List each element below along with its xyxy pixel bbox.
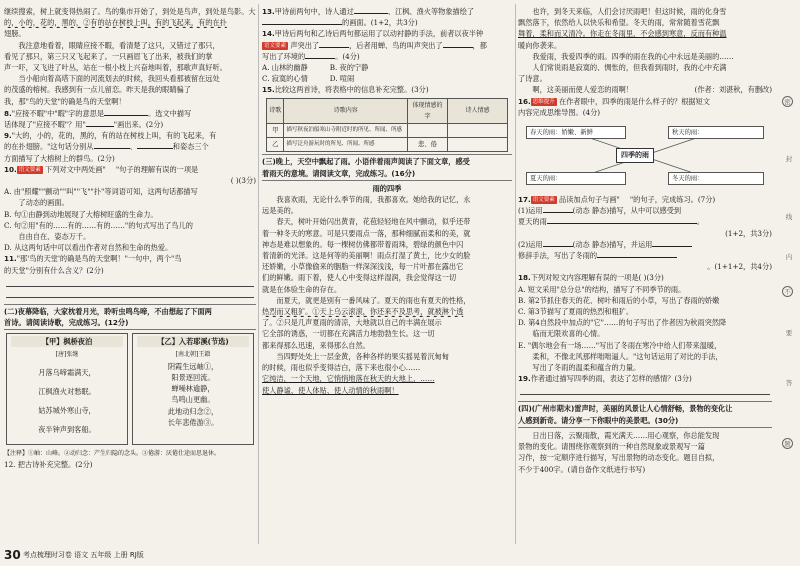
question-text: "画出来。(2分) xyxy=(113,120,164,130)
article-line: 们的鲜嫩。雨下着，使人心中变得这样湿润，我会觉得这一切 xyxy=(262,273,457,283)
question-text: 方面描写了大榕树上的群鸟。(2分) xyxy=(4,153,115,163)
table-row xyxy=(267,124,508,138)
option-b[interactable]: B. 第2节抓住春天的花、树叶和雨后的小草，写出了春雨的娇嫩 xyxy=(518,295,720,305)
answer-blank[interactable] xyxy=(443,40,473,48)
article-line: 舞着，柔和而又清冷。你走在冬雨里，不会感到寒意，反而有种温 xyxy=(518,29,727,39)
answer-blank[interactable] xyxy=(104,108,148,116)
mind-map-spring: 春天的雨：娇嫩、新鲜 xyxy=(526,126,626,139)
prompt-line: 不少于400字。(请自备作文纸进行书写) xyxy=(518,464,646,474)
passage-line: 翅膀。 xyxy=(4,29,26,39)
section-heading: (三)晚上，天空中飘起了雨。小语伴着雨声阅读了下面文章，感受 xyxy=(262,157,470,167)
question-16 xyxy=(518,96,772,192)
answer-blank[interactable] xyxy=(354,6,388,14)
question-text: 声突出了 xyxy=(290,40,320,50)
question-18 xyxy=(518,272,772,373)
option-e-cont: 写出了冬雨的温柔和蕴含的力量。 xyxy=(532,363,641,373)
answer-blank[interactable] xyxy=(652,239,692,247)
poem-line: 江枫渔火对愁眠。 xyxy=(38,386,96,396)
poem-author: [南北朝]王籍 xyxy=(175,351,211,359)
question-score[interactable]: ( )(3分) xyxy=(230,176,256,186)
poem-title: 【甲】枫桥夜泊 xyxy=(11,336,123,347)
table-cell-answer[interactable] xyxy=(448,138,508,152)
article-line: 它全部的诱惑，一切都在充满活力地勃勃生长。这一切 xyxy=(262,329,435,339)
binding-char: 题 xyxy=(782,438,793,449)
binding-char: 答 xyxy=(785,379,793,387)
article-line: 远是美的。 xyxy=(262,206,298,216)
question-text: 和姿态三个 xyxy=(172,142,209,152)
question-text: 。选文中描写 xyxy=(148,108,192,118)
article-continued xyxy=(518,6,772,96)
passage-line: 看见了那只，第三只又飞起来了。一只画眉飞了出来，被我们的掌 xyxy=(4,51,213,61)
section-heading: (二)夜幕降临，大家枕着月光，聆听虫鸣鸟啼，不由想起了下面两 xyxy=(4,306,212,316)
answer-blank[interactable] xyxy=(543,239,573,247)
answer-blank[interactable] xyxy=(137,141,173,149)
option-b[interactable]: B. 夜的宁静 xyxy=(329,63,369,73)
option-e[interactable]: E. "偶尔地会有一场……"写出了冬雨在寒冷中给人们带来温暖， xyxy=(518,340,722,350)
article-line: 我喜欢雨，无论什么季节的雨，我都喜欢。她给我的记忆，永 xyxy=(276,195,471,205)
section-heading: (四)(广州市期末)雷声时，美丽的风景让人心情舒畅，景物的变化让 xyxy=(518,404,733,414)
question-tag: 思维提升 xyxy=(532,98,555,105)
article-line: 人们常说雨是寂寞的、惆怅的，但我看到雨时，我的心中充满 xyxy=(532,63,727,73)
question-score: (1+2，共3分) xyxy=(725,228,772,238)
table-cell: 描写泛舟游玩时的所见、所闻、所感 xyxy=(284,138,408,152)
question-text: "大的，小的，花的，黑的，有的站在树枝上叫，有的飞起来，有 xyxy=(11,131,217,141)
page-number: 30 xyxy=(4,548,21,562)
question-text: 话体现了"应接不暇"？用" xyxy=(4,120,86,130)
article-line: 神态是难以想象的。每一棵树仿佛都带着雨珠，碧绿的颜色中闪 xyxy=(262,239,464,249)
question-number: 13. xyxy=(262,7,275,16)
answer-blank[interactable] xyxy=(319,40,349,48)
poems xyxy=(6,333,254,445)
answer-line[interactable] xyxy=(6,287,254,298)
option-a[interactable]: A. 短文采用"总分总"的结构，描写了不同季节的雨。 xyxy=(518,284,686,294)
question-text: 。 xyxy=(696,217,704,227)
article-text: 啊，这美丽而使人爱恋的雨啊！ xyxy=(532,85,634,95)
article-line: 着一种冬天的寒意。可是只要雨点一落，那种细腻而柔和的美，就 xyxy=(262,228,471,238)
question-text: 、 xyxy=(129,142,137,152)
question-text: 作者通过描写四季的雨，表达了怎样的感情？(3分) xyxy=(530,374,692,384)
table-row xyxy=(267,138,508,152)
question-number: 8. xyxy=(4,108,12,118)
option-c[interactable]: C. 寂寞的心情 xyxy=(262,74,308,84)
article-line: 了。②只是几声夏雨的清凉，大地就以自己的丰满在展示 xyxy=(262,318,442,328)
mind-map-summer[interactable]: 夏天的雨： xyxy=(526,172,626,185)
option-d[interactable]: D. 从这两句话中可以看出作者对自然和生命的热爱。 xyxy=(4,243,173,253)
writing-prompt xyxy=(518,430,772,475)
binding-char: 要 xyxy=(785,329,793,337)
answer-blank[interactable] xyxy=(86,119,114,127)
question-text: 夏天的雨 xyxy=(518,217,547,227)
article-body xyxy=(262,194,512,396)
question-13 xyxy=(262,6,512,28)
passage-line: 继续搜索，树上就变得热闹了。鸟的集市开始了，到处是鸟声，到处是鸟影。大 xyxy=(4,7,256,16)
question-15 xyxy=(262,84,512,152)
question-14 xyxy=(262,28,512,84)
question-19 xyxy=(518,373,772,395)
question-text: 下列对文中两处画" xyxy=(45,164,106,174)
column-divider xyxy=(258,4,259,544)
question-number: 10. xyxy=(4,164,17,174)
passage-line: 我注意地看着，眼睛应接不暇，看清楚了这只，又错过了那只， xyxy=(18,40,220,50)
article-line: 的时候，雨也似乎变得洁白，落下来也很小心…… xyxy=(262,363,421,373)
column-middle xyxy=(262,6,512,396)
section-4 xyxy=(518,401,772,427)
poem-title: 【乙】入若耶溪(节选) xyxy=(137,336,249,347)
column-right xyxy=(518,6,772,475)
poem-note: 【注释】①岫：山峰。②动归念：产生归隐的念头。③倦游：厌倦仕途而思退休。 xyxy=(4,450,221,458)
table-header: 诗歌 xyxy=(267,98,284,123)
question-text: 下列对短文内容理解有误的一项是( )(3分) xyxy=(530,273,664,283)
question-number: 9. xyxy=(4,131,12,141)
answer-blank[interactable] xyxy=(262,17,342,25)
question-tag: 语文要素 xyxy=(264,42,287,49)
table-header: 诗歌内容 xyxy=(284,98,408,123)
section-heading: 着雨天的意境。请阅读文章，完成练习。(16分) xyxy=(262,168,416,178)
poem-yi xyxy=(132,333,254,445)
question-text: 内容完成思维导图。(4分) xyxy=(518,107,601,117)
question-text: 、江枫、渔火等物象描绘了 xyxy=(387,7,475,16)
question-text: "那'鸟的天堂'的确是鸟的天堂啊！"一句中，两个"鸟 xyxy=(16,254,182,264)
comparison-table xyxy=(266,98,508,153)
question-text: (动态 静态)描写，并运用 xyxy=(572,239,653,249)
question-text: 的天堂"分别有什么含义？(2分) xyxy=(4,265,104,275)
option-d[interactable]: D. 第4自然段中加点的"它"……的句子写出了作者因为秋雨突然降 xyxy=(518,318,727,328)
answer-blank[interactable] xyxy=(597,250,677,258)
article-line: 而夏天，就更是别有一番风味了。夏天的雨也有夏天的性格， xyxy=(276,295,471,305)
article-line: 我爱雨，我爱四季的雨。四季的雨在我的心中永远是美丽的…… xyxy=(532,51,734,61)
option-d-cont: 临而无限欢喜的心情。 xyxy=(532,329,605,339)
column-divider xyxy=(515,4,516,544)
option-c[interactable]: C. 第3节描写了夏雨的热烈和粗犷。 xyxy=(518,307,634,317)
question-tag: 语文要素 xyxy=(18,166,41,173)
question-text: 修辞手法，写出了冬雨的 xyxy=(518,251,598,261)
poem-line: 姑苏城外寒山寺， xyxy=(38,406,96,416)
question-number: 18. xyxy=(518,273,531,283)
option-b[interactable]: B. 句①由静到动地展现了大榕树旺盛的生命力。 xyxy=(4,209,158,219)
article-line: 还娇嫩，小草像偷来的胭脂一样深深浅浅，每一片叶都在露出它 xyxy=(262,262,464,272)
article-line: 了诗意。 xyxy=(518,74,547,84)
table-cell: 悲、倦 xyxy=(408,138,448,152)
answer-line[interactable] xyxy=(6,276,254,287)
article-line: 使人静谧、使人体贴、使人动情的秋雨啊！ xyxy=(262,385,399,395)
footer-text: 考点梳理时习卷 语文 五年级 上册 RJ版 xyxy=(22,551,144,559)
mind-map-winter[interactable]: 冬天的雨： xyxy=(668,172,764,185)
prompt-line: 景物的变化。请围绕你观察到的一种自然现象或景观写一篇 xyxy=(518,442,705,452)
article-line: 都来得那么迅速，来得那么自然。 xyxy=(262,340,370,350)
binding-char: 不 xyxy=(782,286,793,297)
article-line: 飘然落下，依然给人以快乐和希望。冬天的雨，常常随着雪花飘 xyxy=(518,18,720,28)
question-text: (动态 静态)描写，从中可以感受到 xyxy=(572,206,682,216)
option-a-cont: 了动态的画面。 xyxy=(18,198,69,208)
column-left xyxy=(4,6,256,471)
question-text: 。(4分) xyxy=(335,51,360,61)
option-a[interactable]: A. 由"照耀""颤动""叫""飞""扑"等词语可知，这两句话都描写 xyxy=(4,187,198,197)
binding-strip xyxy=(776,0,800,566)
question-12: 12. 把古诗补充完整。(2分) xyxy=(4,460,93,470)
section-2 xyxy=(4,304,256,330)
option-e-cont: 柔和，不像北风那样咄咄逼人。"这句话运用了对比的手法， xyxy=(532,351,723,361)
question-17 xyxy=(518,194,772,272)
passage-line: 的茂盛的榕树。我感到有一点儿留恋。昨天是我的眼睛骗了 xyxy=(4,85,191,95)
mind-map xyxy=(518,120,772,192)
question-number: 15. xyxy=(262,85,275,95)
passage-line: 声一吓，又飞进了叶丛，站在一根小枝上兴奋地叫着，那歌声真好听。 xyxy=(4,63,227,73)
page-footer xyxy=(4,548,144,562)
section-3 xyxy=(262,154,512,180)
table-header: 诗人情感 xyxy=(448,98,508,123)
article-line: 也许，到冬天来临，人们会讨厌雨吧！但这时候，雨的化身雪 xyxy=(532,7,727,16)
prompt-line: 习作，按一定顺序进行描写，写出景物的动态变化。题目自拟， xyxy=(518,453,720,463)
binding-char: 线 xyxy=(785,213,793,221)
prompt-line: 日出日落，云聚雨散，霞光满天……用心观察，你总能发现 xyxy=(532,430,720,440)
article-line: 着清新的光泽。这是何等的美丽啊！雨点打湿了黄土，比少女的脸 xyxy=(262,251,471,261)
article-title: 雨的四季 xyxy=(372,183,402,193)
poem-line: 蝉噪林逾静， xyxy=(171,384,215,394)
question-score: 。(1+1+2，共4分) xyxy=(707,262,772,272)
mind-map-center: 四季的雨 xyxy=(616,148,654,163)
article-source: (作者：刘湛秋，有删改) xyxy=(694,85,772,95)
option-d[interactable]: D. 喧闹 xyxy=(329,74,355,84)
question-text: (1)运用 xyxy=(518,206,543,216)
question-text: (2)运用 xyxy=(518,239,543,249)
question-text: 在作者眼中，四季的雨是什么样子的？根据短文 xyxy=(559,96,710,106)
option-a[interactable]: A. 山林的幽静 xyxy=(262,63,308,73)
poem-jia xyxy=(6,333,128,445)
question-text: 品读加点句子与画" xyxy=(559,195,620,205)
question-text: 甲诗后两句和乙诗后两句都运用了以动衬静的手法，前者以夜半钟 xyxy=(274,29,484,39)
question-text: 写出了环境的 xyxy=(262,51,306,61)
question-number: 19. xyxy=(518,374,531,384)
binding-char: 密 xyxy=(782,96,793,107)
poem-line: 长年悲倦游③。 xyxy=(167,417,219,427)
article-line: 它纯洁，一个天地，它悄悄地落在秋天的大地上，…… xyxy=(262,374,435,384)
passage-line: 我，那"鸟的天堂"的确是鸟的天堂啊！ xyxy=(4,96,126,106)
question-number: 16. xyxy=(518,96,531,106)
question-9 xyxy=(4,130,256,164)
answer-blank[interactable] xyxy=(547,216,697,224)
article-line: 热烈而又粗犷。①天上乌云滚滚，你还来不及思考，就被淋个透 xyxy=(262,307,464,317)
question-text: ，后者用蝉、鸟的叫声突出了 xyxy=(349,40,443,50)
table-cell-answer[interactable] xyxy=(408,124,448,138)
question-11 xyxy=(4,253,256,297)
question-text: ，都 xyxy=(472,40,487,50)
poem-line: 鸟鸣山更幽。 xyxy=(171,395,215,405)
section-heading: 人感到新奇。请分享一下你眼中的美景吧。(30分) xyxy=(518,415,679,425)
passage xyxy=(4,6,256,107)
question-number: 11. xyxy=(4,254,17,264)
option-c-cont: 自由自在、姿态万千。 xyxy=(18,232,91,242)
answer-line[interactable] xyxy=(520,384,770,395)
answer-blank[interactable] xyxy=(543,205,573,213)
poem-line: 阳景逐回流。 xyxy=(171,372,215,382)
question-text: "应接不暇"中"暇"字的意思是 xyxy=(11,108,105,118)
passage-line: 当小船向着高塔下面的河流划去的时候，我回头看那被留在远处 xyxy=(18,74,220,84)
question-text: "的句子，完成练习。(7分) xyxy=(629,195,716,205)
question-number: 17. xyxy=(518,195,531,205)
table-header: 体现情感的字 xyxy=(408,98,448,123)
poem-line: 阴霞生远岫①， xyxy=(167,361,219,371)
poem-line: 月落乌啼霜满天， xyxy=(38,367,96,377)
article-line: 春天，树叶开始闪出黄青，花苞轻轻地在风中颤动，似乎还带 xyxy=(276,217,471,227)
article-line: 暖向你袭来。 xyxy=(518,40,562,50)
table-cell-answer[interactable] xyxy=(448,124,508,138)
question-text: 甲诗前两句中，诗人通过 xyxy=(274,7,354,16)
question-10 xyxy=(4,164,256,254)
answer-blank[interactable] xyxy=(94,141,130,149)
poem-line: 夜半钟声到客船。 xyxy=(38,425,96,435)
article-line xyxy=(518,84,772,95)
answer-blank[interactable] xyxy=(305,51,335,59)
question-text: 比较这两首诗，将表格中的信息补充完整。(3分) xyxy=(274,85,429,95)
question-number: 14. xyxy=(262,29,275,39)
section-heading: 首诗。请阅读诗歌，完成练习。(12分) xyxy=(4,318,129,328)
table-cell: 描写秋夜泊船寒山寺附近时的所见、所闻、所感 xyxy=(284,124,408,138)
article-line: 就是在体验生命的存在。 xyxy=(262,284,342,294)
passage-line: 的，小的，花的，黑的，②有的站在树枝上叫，有的飞起来，有的在扑 xyxy=(4,18,227,28)
poem-author: [唐]张继 xyxy=(55,351,79,359)
question-text: 的在扑翅膀。"这句话分别从 xyxy=(4,142,94,152)
question-text: 的画面。(1+2，共3分) xyxy=(342,18,418,28)
mind-map-autumn[interactable]: 秋天的雨： xyxy=(668,126,764,139)
question-8 xyxy=(4,108,256,130)
binding-char: 封 xyxy=(785,155,793,163)
question-tag: 语文要素 xyxy=(532,197,555,204)
binding-char: 内 xyxy=(785,253,793,261)
table-cell: 乙 xyxy=(267,138,284,152)
article-line: 当四野处处上一层金黄，各种各样的果实摇晃着沉甸甸 xyxy=(276,351,449,361)
option-c[interactable]: C. 句②用"有的……有的……有的……"的句式写出了鸟儿的 xyxy=(4,220,193,230)
question-text: "句子的理解有误的一项是 xyxy=(115,164,199,174)
table-cell: 甲 xyxy=(267,124,284,138)
poem-line: 此地动归念②， xyxy=(167,406,219,416)
